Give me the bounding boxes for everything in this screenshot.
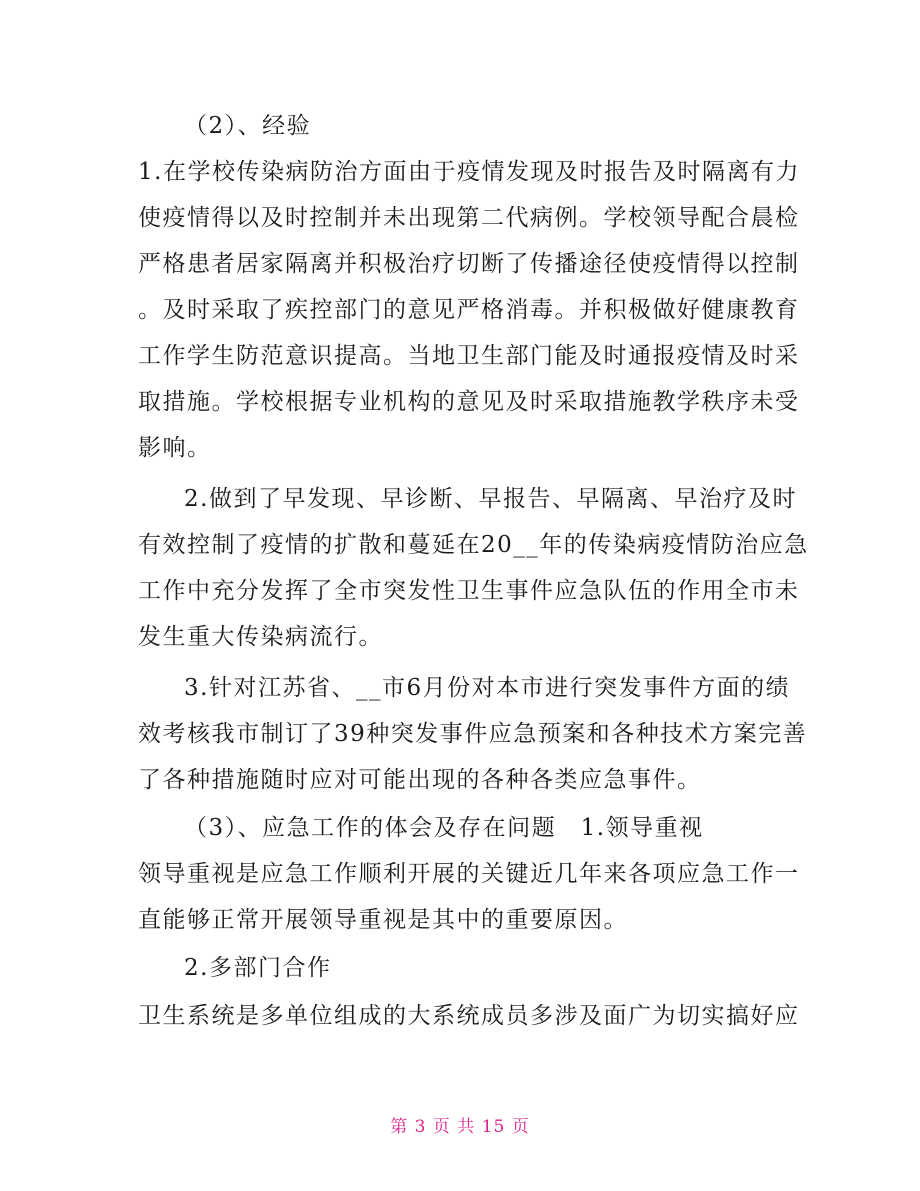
paragraph-line: 效考核我市制订了39种突发事件应急预案和各种技术方案完善 [138, 721, 808, 747]
paragraph-line: 1.在学校传染病防治方面由于疫情发现及时报告及时隔离有力 [138, 159, 800, 185]
paragraph-line: 发生重大传染病流行。 [138, 624, 383, 650]
paragraph-line: 影响。 [138, 435, 212, 461]
paragraph-line: 3.针对江苏省、__市6月份对本市进行突发事件方面的绩 [184, 675, 791, 701]
paragraph-line: 卫生系统是多单位组成的大系统成员多涉及面广为切实搞好应 [138, 1003, 800, 1029]
paragraph-line: 工作学生防范意识提高。当地卫生部门能及时通报疫情及时采 [138, 343, 800, 369]
subheading-line: 2.多部门合作 [184, 955, 332, 981]
paragraph-line: 直能够正常开展领导重视是其中的重要原因。 [138, 907, 628, 933]
paragraph-line: 了各种措施随时应对可能出现的各种各类应急事件。 [138, 767, 702, 793]
section-heading-experience-issues: （3）、应急工作的体会及存在问题 1.领导重视 [184, 815, 704, 841]
paragraph-line: 2.做到了早发现、早诊断、早报告、早隔离、早治疗及时 [184, 486, 797, 512]
paragraph-line: 严格患者居家隔离并积极治疗切断了传播途径使疫情得以控制 [138, 251, 800, 277]
paragraph-line: 工作中充分发挥了全市突发性卫生事件应急队伍的作用全市未 [138, 578, 800, 604]
section-heading-experience: （2）、经验 [184, 113, 312, 139]
page-number-footer: 第 3 页 共 15 页 [390, 1117, 530, 1137]
paragraph-line: 取措施。学校根据专业机构的意见及时采取措施教学秩序未受 [138, 389, 800, 415]
paragraph-line: 。及时采取了疾控部门的意见严格消毒。并积极做好健康教育 [138, 297, 800, 323]
paragraph-line: 有效控制了疫情的扩散和蔓延在20__年的传染病疫情防治应急 [138, 532, 809, 558]
paragraph-line: 领导重视是应急工作顺利开展的关键近几年来各项应急工作一 [138, 861, 800, 887]
paragraph-line: 使疫情得以及时控制并未出现第二代病例。学校领导配合晨检 [138, 205, 800, 231]
